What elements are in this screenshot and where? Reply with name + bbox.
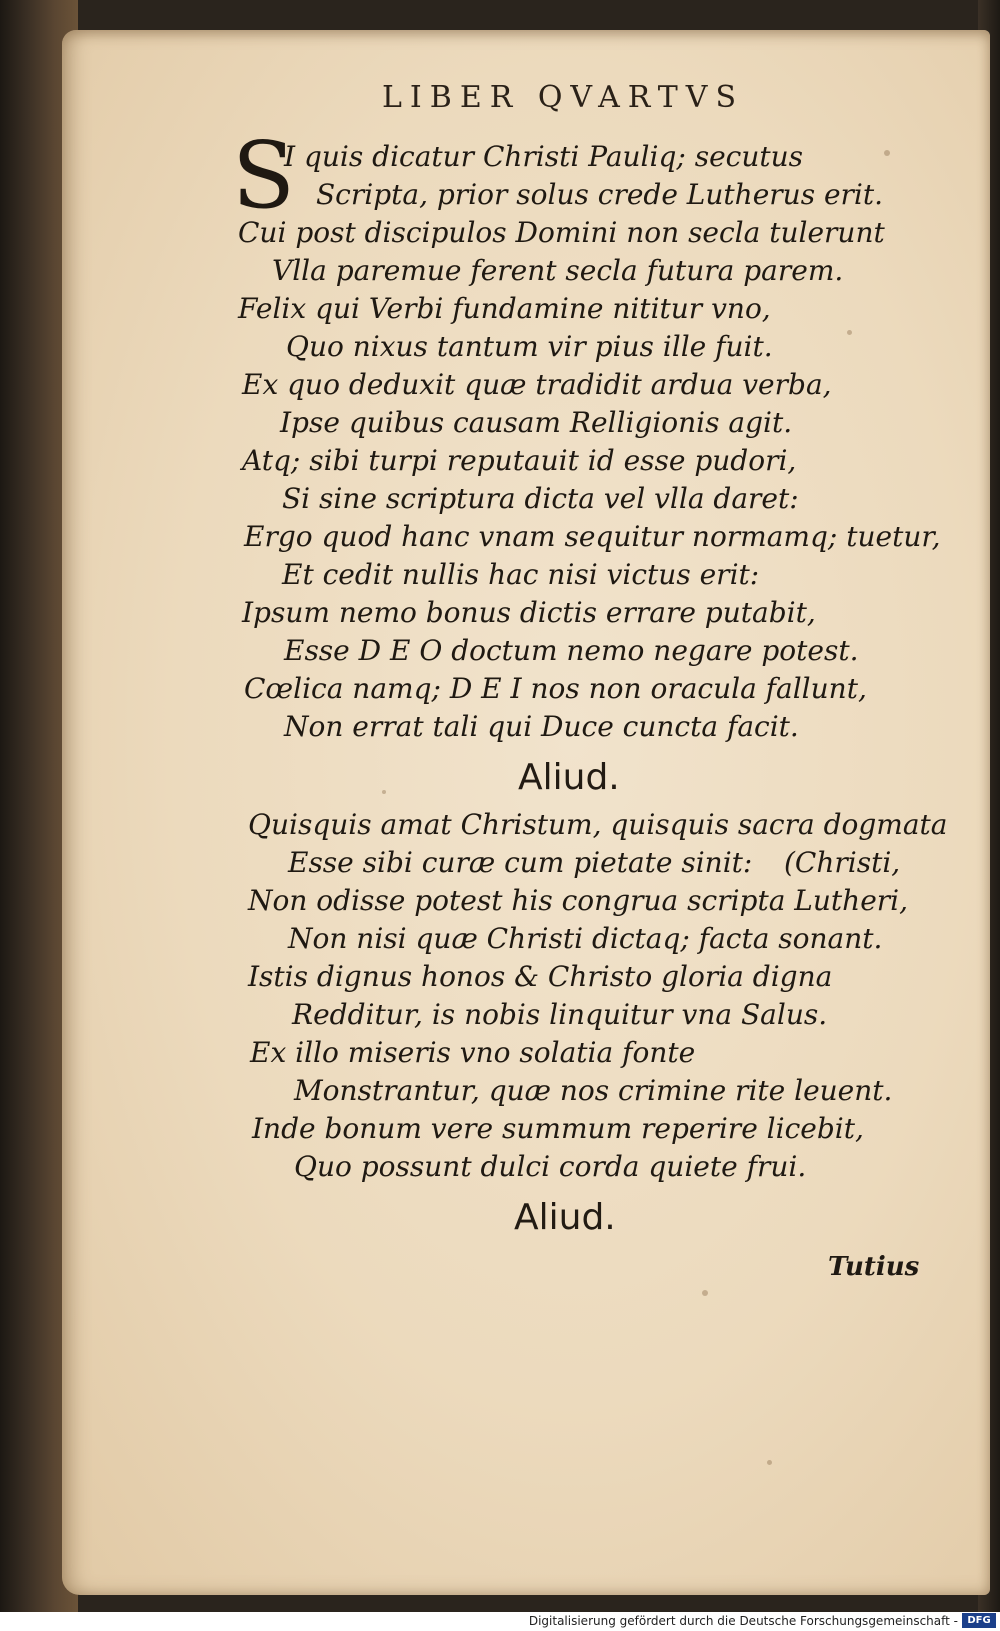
verse-line-4: Vlla paremue ferent secla futura parem. [272, 254, 844, 287]
verse-line-18: Esse sibi curæ cum pietate sinit: [288, 846, 753, 879]
verse-line-10: Si sine scriptura dicta vel vlla daret: [282, 482, 799, 515]
drop-cap: S [232, 122, 296, 229]
verse-line-20: Non nisi quæ Christi dictaq; facta sonant. [288, 922, 883, 955]
verse-line-19: Non odisse potest his congrua scripta Lutheri, [248, 884, 909, 917]
section-heading-aliud-2: Aliud. [514, 1197, 616, 1238]
verse-line-8: Ipse quibus causam Relligionis agit. [280, 406, 793, 439]
book-page [62, 30, 990, 1595]
catchword: Tutius [828, 1252, 920, 1282]
digitization-footer [0, 1612, 1000, 1631]
verse-line-25: Inde bonum vere summum reperire licebit, [252, 1112, 864, 1145]
verse-line-7: Ex quo deduxit quæ tradidit ardua verba, [242, 368, 832, 401]
page-text [62, 30, 990, 1595]
verse-line-6: Quo nixus tantum vir pius ille fuit. [286, 330, 773, 363]
verse-line-11: Ergo quod hanc vnam sequitur normamq; tuetur, [244, 520, 941, 553]
verse-line-13: Ipsum nemo bonus dictis errare putabit, [242, 596, 816, 629]
funding-credit: Digitalisierung gefördert durch die Deutsche Forschungsgemeinschaft - [528, 1614, 958, 1628]
verse-line-15: Cœlica namq; D E I nos non oracula fallunt, [244, 672, 867, 705]
verse-line-3: Cui post discipulos Domini non secla tulerunt [238, 216, 885, 249]
verse-line-21: Istis dignus honos & Christo gloria digna [248, 960, 833, 993]
verse-line-5: Felix qui Verbi fundamine nititur vno, [238, 292, 771, 325]
dfg-logo: DFG [962, 1613, 996, 1628]
verse-line-26: Quo possunt dulci corda quiete frui. [294, 1150, 807, 1183]
running-head: LIBER QVARTVS [382, 80, 745, 115]
verse-line-9: Atq; sibi turpi reputauit id esse pudori, [242, 444, 797, 477]
verse-line-24: Monstrantur, quæ nos crimine rite leuent. [294, 1074, 893, 1107]
verse-line-17: Quisquis amat Christum, quisquis sacra dogmata [248, 808, 948, 841]
verse-line-16: Non errat tali qui Duce cuncta facit. [284, 710, 799, 743]
verse-line-22: Redditur, is nobis linquitur vna Salus. [292, 998, 828, 1031]
verse-line-23: Ex illo miseris vno solatia fonte [250, 1036, 696, 1069]
verse-line-2: Scripta, prior solus crede Lutherus erit. [316, 178, 884, 211]
section-heading-aliud-1: Aliud. [518, 757, 620, 798]
verse-line-1: I quis dicatur Christi Pauliq; secutus [284, 140, 804, 173]
verse-line-18-overflow: (Christi, [784, 846, 901, 879]
verse-line-12: Et cedit nullis hac nisi victus erit: [282, 558, 760, 591]
verse-line-14: Esse D E O doctum nemo negare potest. [284, 634, 859, 667]
